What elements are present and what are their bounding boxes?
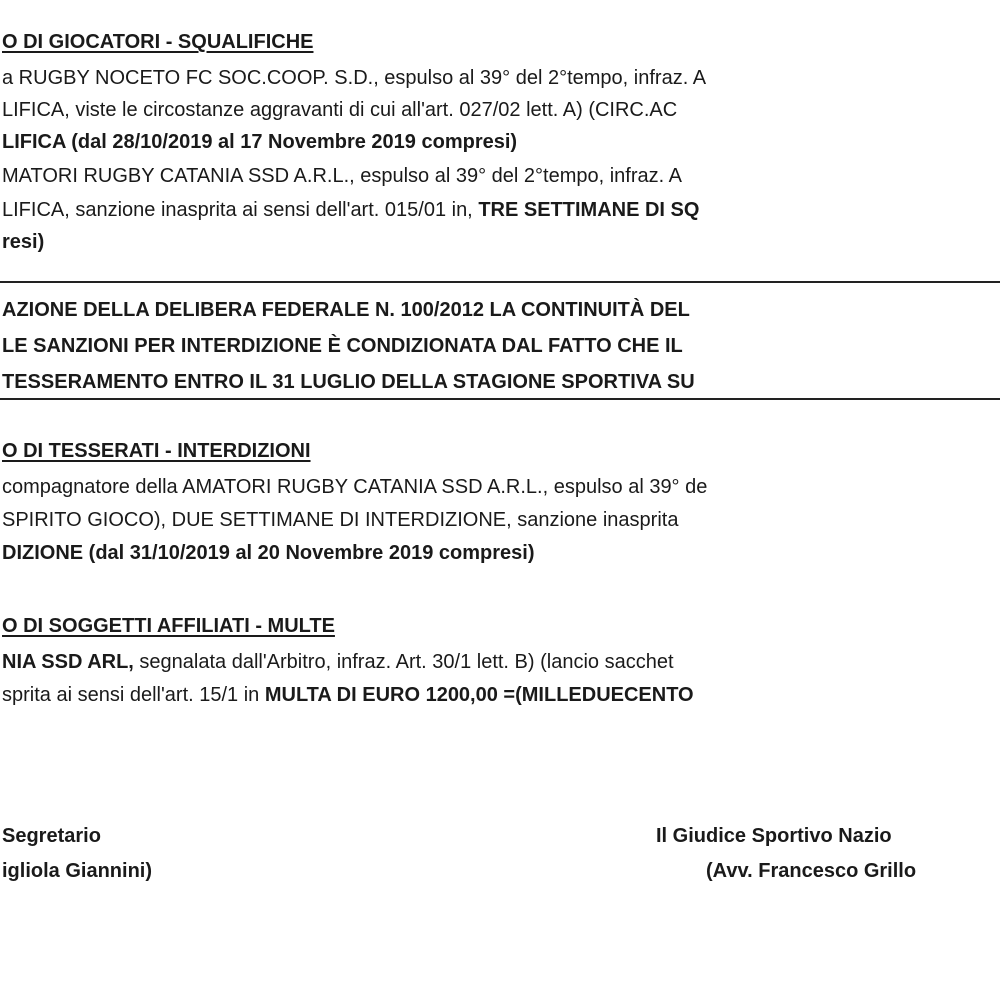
notice-bottom-rule (0, 398, 1000, 400)
bold-text-run: DIZIONE (dal 31/10/2019 al 20 Novembre 2019 compresi) (2, 542, 535, 564)
signature-left-role: Segretario (2, 825, 101, 847)
section-heading-affiliati: O DI SOGGETTI AFFILIATI - MULTE (2, 615, 335, 637)
paragraph-line (2, 128, 517, 156)
paragraph-line (2, 228, 44, 256)
text-run: sprita ai sensi dell'art. 15/1 in (2, 684, 265, 706)
text-run: MATORI RUGBY CATANIA SSD A.R.L., espulso al 39° del 2°tempo, infraz. A (2, 165, 682, 187)
paragraph-line (2, 539, 534, 567)
bold-text-run: MULTA DI EURO 1200,00 =(MILLEDUECENTO (264, 684, 694, 706)
bold-text-run: NIA SSD ARL, (2, 651, 140, 673)
text-run: LIFICA, sanzione inasprita ai sensi dell'art. 015/01 in, (2, 199, 479, 221)
paragraph-line (2, 64, 706, 92)
text-run: SPIRITO GIOCO), DUE SETTIMANE DI INTERDIZIONE, sanzione inasprita (2, 509, 679, 531)
bold-text-run: TRE SETTIMANE DI SQ (478, 199, 700, 221)
signature-right-role: Il Giudice Sportivo Nazio (656, 825, 892, 847)
paragraph-line (2, 162, 682, 190)
paragraph-line (2, 648, 674, 676)
paragraph-line (2, 473, 707, 501)
section-heading-tesserati: O DI TESSERATI - INTERDIZIONI (2, 440, 311, 462)
bold-text-run: resi) (2, 231, 45, 253)
paragraph-line (2, 506, 678, 534)
text-run: compagnatore della AMATORI RUGBY CATANIA SSD A.R.L., espulso al 39° de (2, 476, 708, 498)
paragraph-line (2, 196, 699, 224)
bold-text-run: LIFICA (dal 28/10/2019 al 17 Novembre 2019 compresi) (2, 131, 518, 153)
section-heading-giocatori: O DI GIOCATORI - SQUALIFICHE (2, 31, 314, 53)
text-run: LIFICA, viste le circostanze aggravanti di cui all'art. 027/02 lett. A) (CIRC.AC (2, 99, 678, 121)
notice-line-1: AZIONE DELLA DELIBERA FEDERALE N. 100/2012 LA CONTINUITÀ DEL (2, 299, 690, 321)
notice-top-rule (0, 281, 1000, 283)
paragraph-line (2, 681, 694, 709)
paragraph-line (2, 96, 677, 124)
signature-right-name: (Avv. Francesco Grillo (706, 860, 917, 882)
text-run: segnalata dall'Arbitro, infraz. Art. 30/1 lett. B) (lancio sacchet (139, 651, 674, 673)
notice-line-3: TESSERAMENTO ENTRO IL 31 LUGLIO DELLA STAGIONE SPORTIVA SU (2, 371, 695, 393)
text-run: a RUGBY NOCETO FC SOC.COOP. S.D., espulso al 39° del 2°tempo, infraz. A (2, 67, 707, 89)
notice-line-2: LE SANZIONI PER INTERDIZIONE È CONDIZIONATA DAL FATTO CHE IL (2, 335, 683, 357)
signature-left-name: igliola Giannini) (2, 860, 152, 882)
